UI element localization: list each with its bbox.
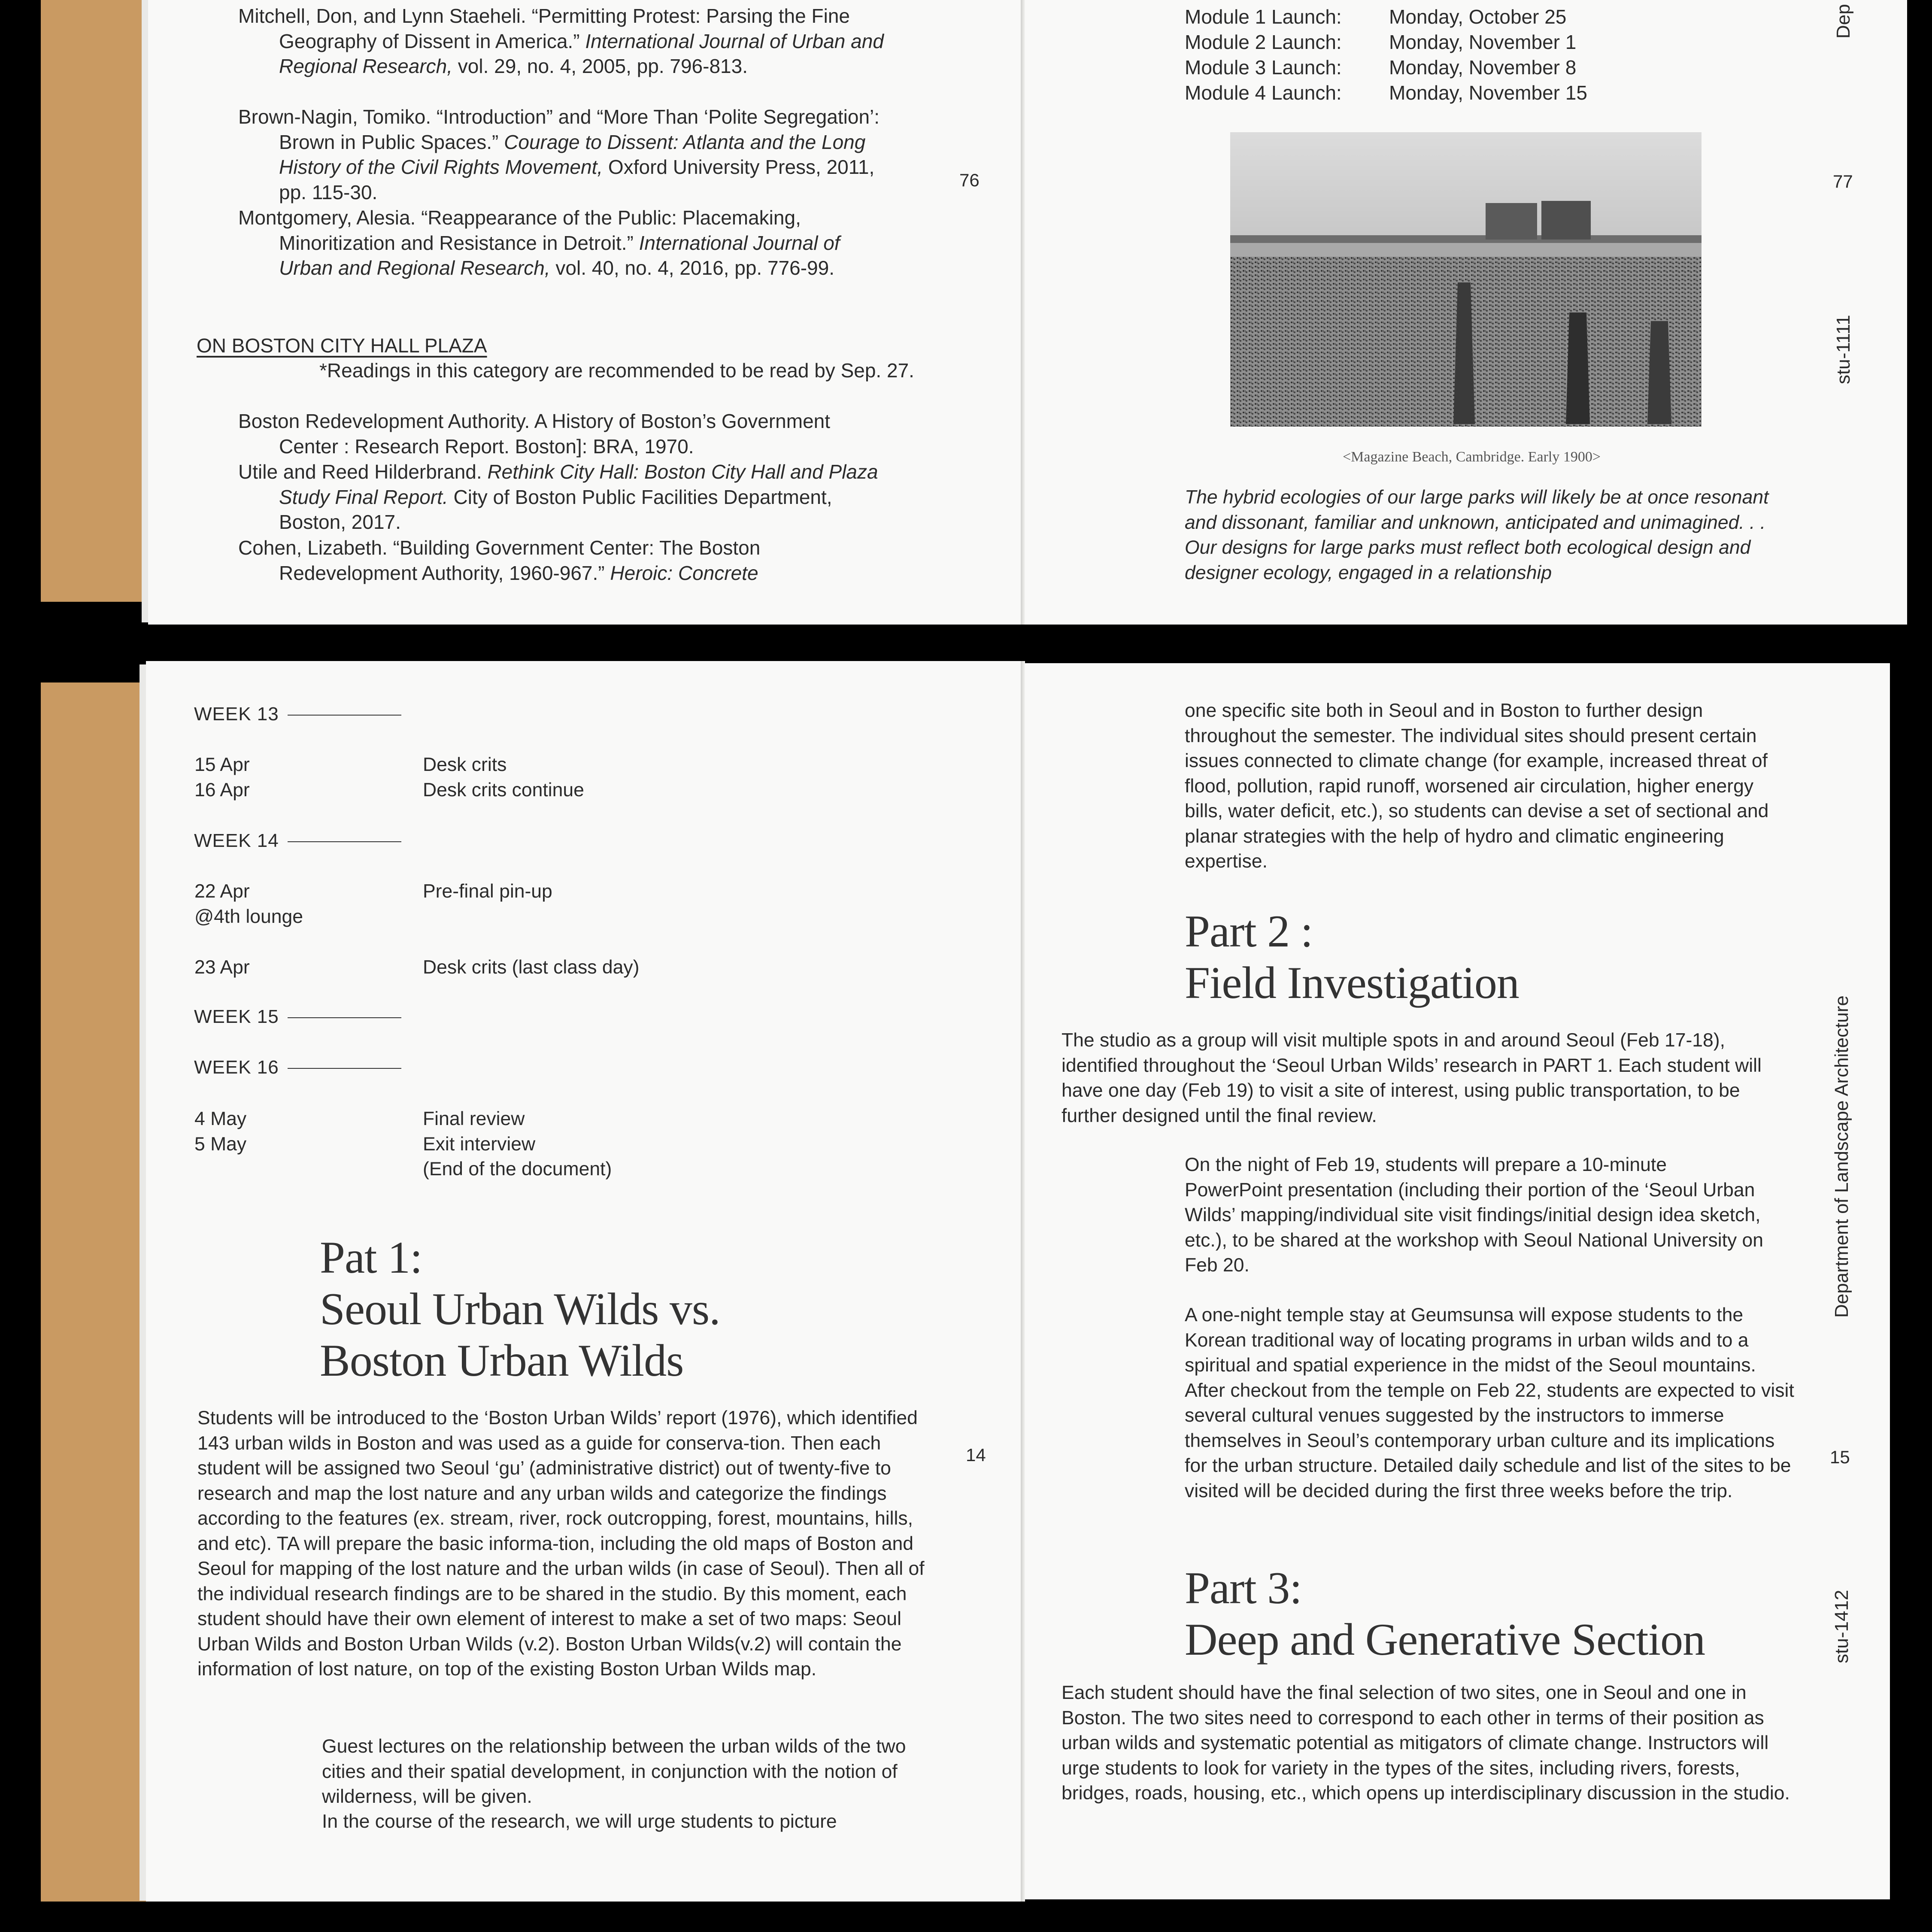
schedule-event: Desk crits (last class day)	[423, 957, 640, 978]
reference-text: Cohen, Lizabeth. “Building Government Center: The Boston Redevelopment Authority, 1960-967.”	[238, 537, 761, 584]
reference-entry	[238, 535, 884, 585]
schedule-event: Desk crits	[423, 754, 507, 775]
schedule-date: 16 Apr	[194, 779, 250, 801]
reference-italic: International Journal of Urban and Regional Research,	[279, 231, 840, 279]
week-label: WEEK 13	[194, 704, 279, 725]
part2-body: The studio as a group will visit multiple spots in and around Seoul (Feb 17-18), identified throughout the ‘Seoul Urban Wilds’ research in PART 1. Each student will have one day (Feb 19) to visit a site of interest, using public transportation, to be further designed until the final review.	[1062, 1030, 1762, 1126]
page-number: 76	[959, 170, 980, 190]
side-code: stu-1111	[1833, 315, 1854, 384]
module-date: Monday, November 15	[1389, 82, 1587, 104]
reference-entry	[238, 205, 884, 281]
week-heading	[194, 702, 401, 727]
section-note: *Readings in this category are recommended to be read by Sep. 27.	[319, 359, 914, 382]
part1-guest-lectures: Guest lectures on the relationship between the urban wilds of the two cities and their spatial development, in conjunction with the notion of wilderness, will be given.	[322, 1736, 906, 1807]
module-label: Module 2 Launch:	[1185, 31, 1342, 53]
page-number: 15	[1830, 1447, 1850, 1467]
page-number: 14	[966, 1445, 986, 1465]
gutter	[1021, 0, 1025, 625]
module-date: Monday, October 25	[1389, 6, 1567, 28]
part2-temple-stay: A one-night temple stay at Geumsunsa will expose students to the Korean traditional way of locating programs in urban wilds and to a spiritual and spatial experience in the midst of the Seoul mountains. After checkout from the temple on Feb 22, students are expected to visit several cultural venues suggested by the instructors to immerse themselves in Seoul’s contemporary urban culture and its implications for the urban structure. Detailed daily schedule and list of the sites to be visited will be decided during the first three weeks before the trip.	[1185, 1304, 1794, 1501]
beach-photo-image	[1230, 132, 1701, 427]
module-date: Monday, November 1	[1389, 31, 1577, 53]
part1-body: Students will be introduced to the ‘Boston Urban Wilds’ report (1976), which identified 143 urban wilds in Boston and was used as a guide for conserva-tion. Then each student will be assigned two Seoul ‘gu’ (administrative district) out of twenty-five to research and map the lost nature and any urban wilds and categorize the findings according to the features (ex. stream, river, rock outcropping, forest, mountains, hills, and etc). TA will prepare the basic informa-tion, including the old maps of Boston and Seoul for mapping of the lost nature and the urban wilds (in case of Seoul). Then all of the individual research findings are to be shared in the studio. By this moment, each student should have their own element of interest to make a set of two maps: Seoul Urban Wilds and Boston Urban Wilds (v.2). Boston Urban Wilds(v.2) will contain the information of lost nature, on top of the existing Boston Urban Wilds map.	[197, 1407, 925, 1680]
reference-tail: City of Boston Public Facilities Department, Boston, 2017.	[279, 485, 832, 534]
schedule-date: 22 Apr @4th lounge	[194, 881, 303, 927]
week-label: WEEK 15	[194, 1006, 279, 1027]
part3-title: Part 3: Deep and Generative Section	[1185, 1563, 1705, 1665]
week-label: WEEK 14	[194, 830, 279, 851]
top-right-page	[1025, 0, 1907, 625]
week-rule	[288, 1017, 401, 1018]
week-heading	[194, 1004, 401, 1029]
side-department: Department of Landscape Architecture	[1831, 995, 1852, 1318]
schedule-event: Pre-final pin-up	[423, 881, 552, 902]
top-left-page	[148, 0, 1022, 625]
schedule-date: 4 May 5 May	[194, 1108, 247, 1155]
book-edge-top	[41, 0, 148, 602]
bottom-right-page	[1025, 663, 1890, 1899]
book-edge-bottom	[41, 682, 148, 1902]
reference-entry	[238, 3, 884, 79]
pull-quote: The hybrid ecologies of our large parks will likely be at once resonant and dissonant, familiar and unknown, anticipated and unimagined. . . Our designs for large parks must reflect both ecological design and designer ecology, engaged in a relationship	[1185, 487, 1769, 583]
part1-research-note: In the course of the research, we will urge students to picture	[322, 1811, 837, 1832]
schedule-date: 23 Apr	[194, 957, 250, 978]
week-heading	[194, 828, 401, 853]
module-date: Monday, November 8	[1389, 56, 1577, 79]
side-department: Dep	[1833, 4, 1854, 39]
part3-body: Each student should have the final selection of two sites, one in Seoul and one in Boston. The two sites need to correspond to each other in terms of their position as urban wilds and systematic potential as mitigators of climate change. Instructors will urge students to look for variety in the types of the sites, including rivers, forests, bridges, roads, housing, etc., which opens up interdisciplinary discussion in the studio.	[1062, 1682, 1790, 1804]
side-code: stu-1412	[1831, 1589, 1852, 1663]
reference-entry	[238, 409, 884, 459]
module-label: Module 4 Launch:	[1185, 82, 1342, 104]
part1-title: Pat 1: Seoul Urban Wilds vs. Boston Urban Wilds	[320, 1232, 720, 1386]
reference-tail: vol. 40, no. 4, 2016, pp. 776-99.	[550, 257, 834, 279]
part2-presentation: On the night of Feb 19, students will prepare a 10-minute PowerPoint presentation (including their portion of the ‘Seoul Urban Wilds’ mapping/individual site visit findings/initial design idea sketch, etc.), to be shared at the workshop with Seoul National University on Feb 20.	[1185, 1154, 1764, 1276]
module-label: Module 3 Launch:	[1185, 56, 1342, 79]
bottom-left-page	[146, 661, 1022, 1902]
beach-photo	[1230, 132, 1701, 427]
intro-text: one specific site both in Seoul and in Boston to further design throughout the semester. The individual sites should present certain issues connected to climate change (for example, increased threat of flood, pollution, rapid runoff, worsened air circulation, higher energy bills, water deficit, etc.), so students can devise a set of sectional and planar strategies with the help of hydro and climatic engineering expertise.	[1185, 700, 1769, 872]
gutter	[1021, 661, 1025, 1902]
week-heading	[194, 1055, 401, 1080]
part2-title: Part 2 : Field Investigation	[1185, 906, 1519, 1008]
reference-text: Utile and Reed Hilderbrand.	[238, 461, 488, 483]
week-label: WEEK 16	[194, 1057, 279, 1078]
module-label: Module 1 Launch:	[1185, 6, 1342, 28]
reference-text: Boston Redevelopment Authority. A History of Boston’s Government Center : Research Report. Boston]: BRA, 1970.	[238, 410, 831, 458]
photo-caption: <Magazine Beach, Cambridge. Early 1900>	[1343, 449, 1601, 465]
week-rule	[288, 841, 401, 842]
reference-text: Montgomery, Alesia. “Reappearance of the Public: Placemaking, Minoritization and Resistance in Detroit.”	[238, 206, 801, 254]
schedule-event: Final review Exit interview (End of the document)	[423, 1108, 612, 1180]
reference-tail: vol. 29, no. 4, 2005, pp. 796-813.	[452, 55, 748, 78]
reference-tail: Oxford University Press, 2011, pp. 115-30.	[279, 156, 875, 203]
schedule-date: 15 Apr	[194, 754, 250, 775]
reference-text: Brown-Nagin, Tomiko. “Introduction” and “More Than ‘Polite Segregation’: Brown in Public Spaces.”	[238, 106, 880, 153]
schedule-event: Desk crits continue	[423, 779, 584, 801]
week-rule	[288, 1068, 401, 1069]
week-rule	[288, 715, 401, 716]
section-title: ON BOSTON CITY HALL PLAZA	[197, 334, 487, 357]
reference-entry	[238, 459, 884, 535]
reference-italic: Heroic: Concrete	[610, 561, 758, 584]
reference-text: Mitchell, Don, and Lynn Staeheli. “Permitting Protest: Parsing the Fine Geography of Dissent in America.”	[238, 5, 850, 52]
reference-italic: Rethink City Hall: Boston City Hall and Plaza Study Final Report.	[279, 461, 878, 508]
page-number: 77	[1833, 171, 1853, 191]
reference-italic: Courage to Dissent: Atlanta and the Long History of the Civil Rights Movement,	[279, 130, 866, 179]
reference-italic: International Journal of Urban and Regional Research,	[279, 30, 884, 78]
reference-entry	[238, 104, 884, 205]
